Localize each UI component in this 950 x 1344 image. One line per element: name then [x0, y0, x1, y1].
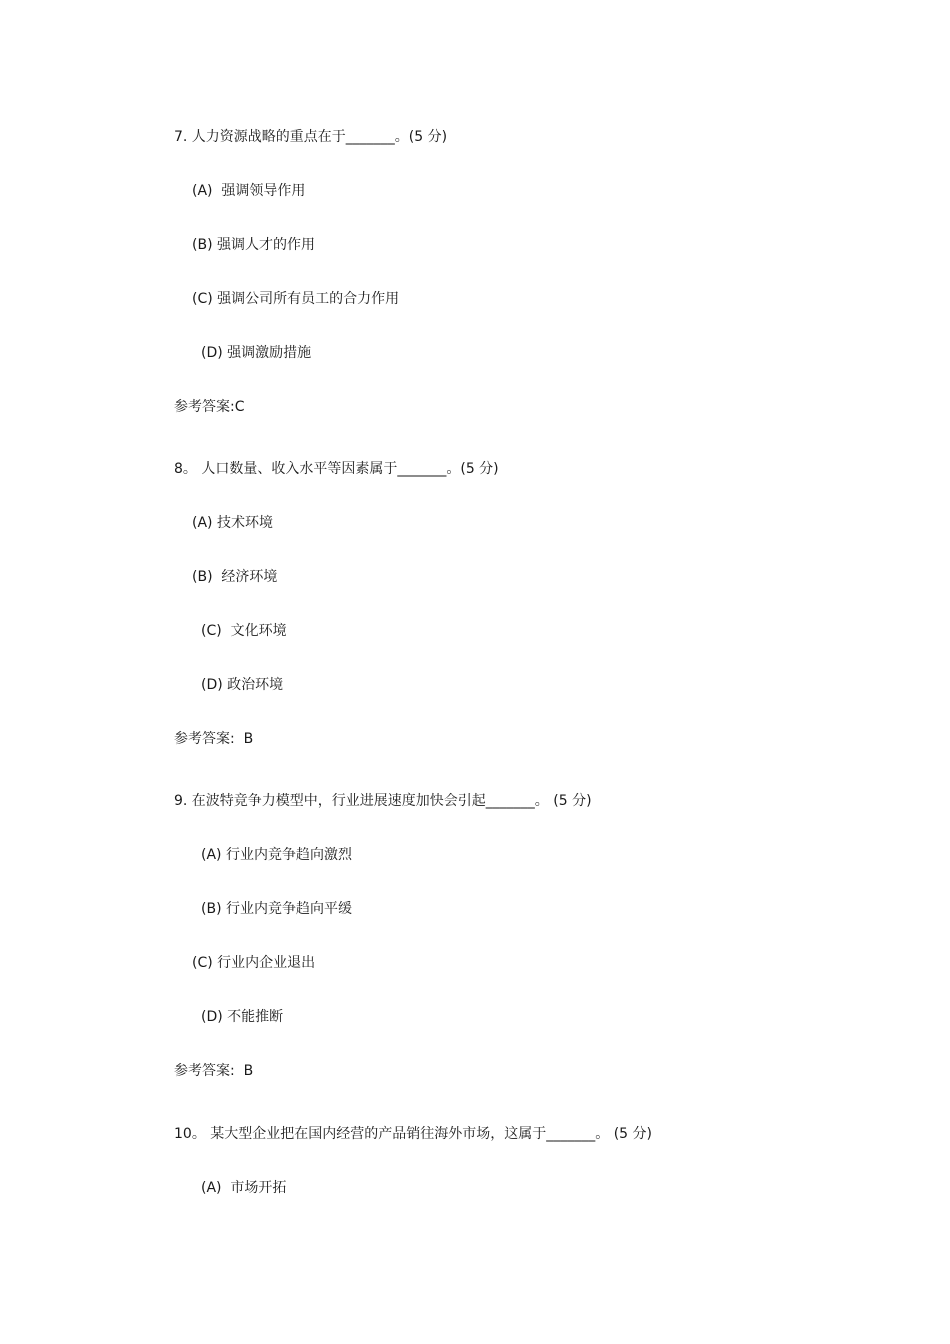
question-9-stem: 9. 在波特竞争力模型中，行业进展速度加快会引起_______。 (5 分) — [174, 793, 592, 809]
question-7-option-c: (C) 强调公司所有员工的合力作用 — [192, 291, 400, 307]
question-7-stem: 7. 人力资源战略的重点在于_______。(5 分) — [174, 129, 448, 145]
question-7-option-a: (A) 强调领导作用 — [192, 183, 306, 199]
question-10-stem: 10。 某大型企业把在国内经营的产品销往海外市场，这属于_______。 (5 分) — [174, 1126, 652, 1142]
question-9-option-b: (B) 行业内竞争趋向平缓 — [201, 901, 352, 917]
question-8-option-b: (B) 经济环境 — [192, 569, 278, 585]
question-8-option-a: (A) 技术环境 — [192, 515, 273, 531]
question-10-option-a: (A) 市场开拓 — [201, 1180, 287, 1196]
question-9-option-d: (D) 不能推断 — [201, 1009, 284, 1025]
question-9-option-a: (A) 行业内竞争趋向激烈 — [201, 847, 352, 863]
question-8-stem: 8。 人口数量、收入水平等因素属于_______。(5 分) — [174, 461, 499, 477]
question-7-option-d: (D) 强调激励措施 — [201, 345, 312, 361]
question-8-answer: 参考答案: B — [174, 731, 254, 747]
question-7-answer: 参考答案:C — [174, 399, 245, 415]
question-8-option-d: (D) 政治环境 — [201, 677, 284, 693]
question-9-option-c: (C) 行业内企业退出 — [192, 955, 316, 971]
question-8-option-c: (C) 文化环境 — [201, 623, 287, 639]
question-7-option-b: (B) 强调人才的作用 — [192, 237, 315, 253]
question-9-answer: 参考答案: B — [174, 1063, 254, 1079]
